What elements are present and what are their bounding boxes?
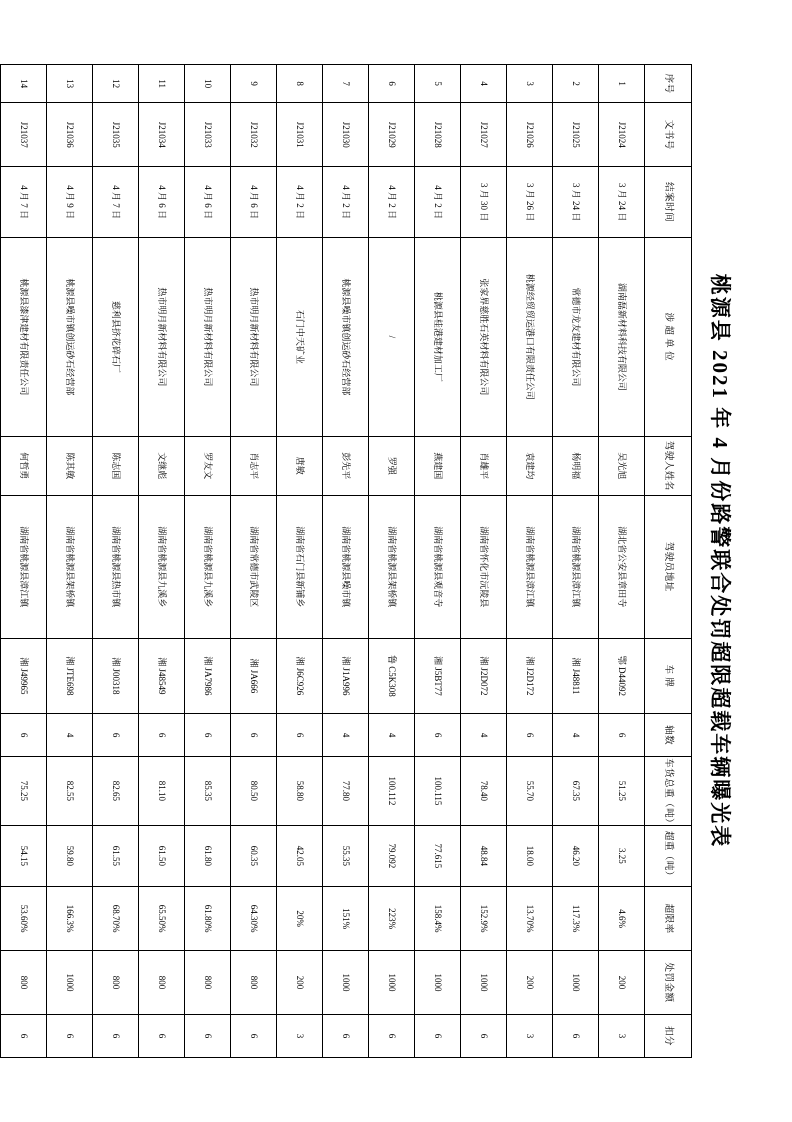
cell-axles: 6 [185,714,231,757]
cell-plate [0,638,1,713]
table-row [139,65,185,1058]
cell-unit: 桃源县噪市镇创运砂石经营部 [323,238,369,437]
table-row [93,65,139,1058]
cell-gross-weight: 85.35 [185,757,231,826]
cell-fine-amount: 1000 [553,951,599,1015]
cell-date: 3 月 24 日 [553,167,599,238]
cell-index: 13 [47,65,93,103]
cell-address: 湖南省桃源县观音寺 [415,495,461,638]
cell-driver: 唐敏 [277,436,323,495]
cell-date [0,167,1,238]
cell-points: 3 [599,1014,645,1057]
column-header-driver: 驾驶人姓名 [645,436,692,495]
cell-axles: 6 [277,714,323,757]
cell-fine-amount: 1000 [323,951,369,1015]
cell-over-limit-rate: 64.30% [231,887,277,951]
column-header-index: 序号 [645,65,692,103]
cell-doc-no: J21032 [231,103,277,167]
table-row [599,65,645,1058]
cell-index: 4 [461,65,507,103]
cell-index: 1 [599,65,645,103]
cell-address: 湖南省桃源县漳江镇 [553,495,599,638]
cell-unit: / [369,238,415,437]
cell-over-limit-rate: 117.3% [553,887,599,951]
cell-plate: 鲁 C5K308 [369,638,415,713]
cell-axles: 6 [231,714,277,757]
cell-over-limit-rate: 20% [277,887,323,951]
cell-points: 3 [507,1014,553,1057]
cell-gross-weight: 100.112 [369,757,415,826]
column-header-points: 扣分 [645,1014,692,1057]
cell-axles [0,714,1,757]
cell-unit: 张家界慈胜石英材料有限公司 [461,238,507,437]
cell-over-limit-rate: 61.80% [185,887,231,951]
cell-fine-amount [0,951,1,1015]
cell-points: 6 [553,1014,599,1057]
cell-date: 4 月 6 日 [185,167,231,238]
cell-doc-no: J21033 [185,103,231,167]
cell-overweight [0,825,1,887]
cell-address: 湖南省桃源县漳江镇 [1,495,47,638]
cell-overweight: 46.20 [553,825,599,887]
cell-doc-no: J21031 [277,103,323,167]
cell-points: 6 [231,1014,277,1057]
cell-date: 4 月 7 日 [93,167,139,238]
cell-index: 10 [185,65,231,103]
cell-plate: 湘 J00318 [93,638,139,713]
cell-unit: 桃源县漆津建材有限责任公司 [1,238,47,437]
cell-unit: 热市明月新材料有限公司 [231,238,277,437]
cell-index: 7 [323,65,369,103]
cell-axles: 4 [47,714,93,757]
cell-axles: 6 [139,714,185,757]
cell-unit: 常德市龙友建材有限公司 [553,238,599,437]
column-header-unit: 涉 超 单 位 [645,238,692,437]
column-header-date: 结案时间 [645,167,692,238]
cell-index: 9 [231,65,277,103]
cell-unit: 湖南磊新材料科技有限公司 [599,238,645,437]
cell-driver: 陈其敏 [47,436,93,495]
cell-points: 6 [369,1014,415,1057]
cell-address [0,495,1,638]
cell-axles: 4 [323,714,369,757]
cell-driver: 燕建国 [415,436,461,495]
cell-address: 湖南省桃源县架桥镇 [47,495,93,638]
cell-index: 11 [139,65,185,103]
cell-plate: 湘 J1A996 [323,638,369,713]
cell-index: 2 [553,65,599,103]
cell-over-limit-rate: 65.50% [139,887,185,951]
cell-date: 4 月 7 日 [1,167,47,238]
cell-unit: 石门中天矿业 [277,238,323,437]
table-row [553,65,599,1058]
cell-gross-weight: 78.40 [461,757,507,826]
cell-gross-weight: 67.35 [553,757,599,826]
cell-index: 6 [369,65,415,103]
cell-address: 湖南省桃源县架桥镇 [369,495,415,638]
cell-points: 6 [1,1014,47,1057]
cell-points: 3 [277,1014,323,1057]
cell-fine-amount: 800 [1,951,47,1015]
column-header-address: 驾驶员地址 [645,495,692,638]
cell-overweight: 60.35 [231,825,277,887]
cell-over-limit-rate: 158.4% [415,887,461,951]
cell-driver: 袁建均 [507,436,553,495]
cell-plate: 湘 J5BT77 [415,638,461,713]
cell-gross-weight: 81.10 [139,757,185,826]
cell-points [0,1014,1,1057]
cell-gross-weight: 55.70 [507,757,553,826]
cell-overweight: 59.80 [47,825,93,887]
cell-overweight: 61.55 [93,825,139,887]
cell-address: 湖南省桃源县漳江镇 [507,495,553,638]
table-body [0,65,645,1058]
cell-driver: 肖志平 [231,436,277,495]
cell-gross-weight: 82.55 [47,757,93,826]
table-row [507,65,553,1058]
cell-date: 4 月 9 日 [47,167,93,238]
cell-driver: 罗友文 [185,436,231,495]
cell-gross-weight: 58.80 [277,757,323,826]
cell-points: 6 [93,1014,139,1057]
cell-over-limit-rate: 151% [323,887,369,951]
cell-plate: 湘 J48811 [553,638,599,713]
cell-doc-no: J21026 [507,103,553,167]
cell-unit [0,238,1,437]
cell-over-limit-rate: 166.3% [47,887,93,951]
cell-driver [0,436,1,495]
cell-date: 4 月 6 日 [139,167,185,238]
cell-axles: 4 [553,714,599,757]
cell-overweight: 61.50 [139,825,185,887]
cell-gross-weight: 80.50 [231,757,277,826]
cell-driver: 彭先平 [323,436,369,495]
cell-unit: 桃源县噪市镇创运砂石经营部 [47,238,93,437]
cell-overweight: 79.092 [369,825,415,887]
cell-axles: 4 [461,714,507,757]
cell-gross-weight: 75.25 [1,757,47,826]
cell-over-limit-rate: 223% [369,887,415,951]
cell-fine-amount: 1000 [47,951,93,1015]
cell-fine-amount: 200 [277,951,323,1015]
cell-driver: 杨明福 [553,436,599,495]
cell-date: 3 月 30 日 [461,167,507,238]
cell-plate: 鄂 D44092 [599,638,645,713]
cell-driver: 何哲勇 [1,436,47,495]
cell-axles: 6 [93,714,139,757]
cell-unit: 桃源经贸贸运港口有限责任公司 [507,238,553,437]
cell-gross-weight: 100.115 [415,757,461,826]
cell-plate: 湘 J2D172 [507,638,553,713]
table-row [1,65,47,1058]
cell-doc-no [0,103,1,167]
cell-date: 4 月 2 日 [369,167,415,238]
cell-gross-weight: 82.65 [93,757,139,826]
cell-date: 4 月 2 日 [323,167,369,238]
cell-doc-no: J21024 [599,103,645,167]
cell-fine-amount: 1000 [461,951,507,1015]
cell-date: 3 月 26 日 [507,167,553,238]
cell-gross-weight: 77.80 [323,757,369,826]
cell-unit: 热市明月新材料有限公司 [185,238,231,437]
cell-plate: 湘 J2D072 [461,638,507,713]
cell-fine-amount: 800 [93,951,139,1015]
cell-plate: 湘 JA666 [231,638,277,713]
cell-address: 湖南省常德市武陵区 [231,495,277,638]
cell-over-limit-rate: 53.60% [1,887,47,951]
cell-gross-weight: 51.25 [599,757,645,826]
cell-doc-no: J21034 [139,103,185,167]
cell-over-limit-rate: 13.70% [507,887,553,951]
cell-index: 5 [415,65,461,103]
cell-driver: 文继彪 [139,436,185,495]
table-row [323,65,369,1058]
cell-axles: 6 [599,714,645,757]
cell-unit: 桃源县桂港建材加工厂 [415,238,461,437]
cell-index: 14 [1,65,47,103]
table-row [185,65,231,1058]
cell-date: 4 月 2 日 [415,167,461,238]
cell-doc-no: J21035 [93,103,139,167]
cell-points: 6 [185,1014,231,1057]
table-row [369,65,415,1058]
cell-fine-amount: 1000 [415,951,461,1015]
cell-axles: 4 [369,714,415,757]
cell-plate: 湘 J48549 [139,638,185,713]
cell-overweight: 55.35 [323,825,369,887]
cell-fine-amount: 200 [507,951,553,1015]
cell-address: 湖南省桃源县噪市镇 [323,495,369,638]
cell-driver: 陈志国 [93,436,139,495]
cell-doc-no: J21037 [1,103,47,167]
cell-fine-amount: 1000 [369,951,415,1015]
table-row [231,65,277,1058]
column-header-doc-no: 文书号 [645,103,692,167]
cell-address: 湖南省桃源县九溪乡 [185,495,231,638]
column-header-plate: 车 牌 [645,638,692,713]
cell-axles: 6 [507,714,553,757]
cell-overweight: 77.615 [415,825,461,887]
cell-doc-no: J21036 [47,103,93,167]
cell-over-limit-rate: 152.9% [461,887,507,951]
cell-points: 6 [461,1014,507,1057]
cell-overweight: 42.05 [277,825,323,887]
cell-unit: 慈利县挤花碎石厂 [93,238,139,437]
page-title: 桃源县 2021 年 4 月份路警联合处罚超限超载车辆曝光表 [708,273,732,849]
cell-unit: 热市明月新材料有限公司 [139,238,185,437]
cell-points: 6 [47,1014,93,1057]
cell-plate: 湘 J6C926 [277,638,323,713]
cell-index [0,65,1,103]
table-row [277,65,323,1058]
cell-plate: 湘 JA7986 [185,638,231,713]
cell-index: 12 [93,65,139,103]
cell-date: 4 月 2 日 [277,167,323,238]
cell-fine-amount: 200 [599,951,645,1015]
cell-overweight: 48.84 [461,825,507,887]
cell-fine-amount: 800 [231,951,277,1015]
cell-driver: 罗强 [369,436,415,495]
table-row [47,65,93,1058]
cell-address: 湖南省桃源县九溪乡 [139,495,185,638]
cell-fine-amount: 800 [185,951,231,1015]
cell-doc-no: J21029 [369,103,415,167]
table-header-row [645,65,692,1058]
cell-address: 湖南省怀化市沅陵县 [461,495,507,638]
cell-doc-no: J21028 [415,103,461,167]
column-header-over-limit-rate: 超限率 [645,887,692,951]
table-row [461,65,507,1058]
cell-date: 4 月 6 日 [231,167,277,238]
table-row [415,65,461,1058]
cell-points: 6 [323,1014,369,1057]
cell-driver: 吴光旭 [599,436,645,495]
column-header-gross-weight: 车货总重（吨） [645,757,692,826]
cell-overweight: 3.25 [599,825,645,887]
table-row [0,65,1,1058]
cell-doc-no: J21030 [323,103,369,167]
cell-doc-no: J21027 [461,103,507,167]
cell-plate: 湘 J49965 [1,638,47,713]
cell-address: 湖南省石门县新铺乡 [277,495,323,638]
cell-doc-no: J21025 [553,103,599,167]
cell-points: 6 [139,1014,185,1057]
overload-vehicle-exposure-table [0,64,692,1058]
cell-address: 湖南省桃源县热市镇 [93,495,139,638]
cell-address: 湖北省公安县章田寺 [599,495,645,638]
cell-over-limit-rate: 4.6% [599,887,645,951]
cell-index: 3 [507,65,553,103]
cell-overweight: 61.80 [185,825,231,887]
cell-fine-amount: 800 [139,951,185,1015]
cell-over-limit-rate [0,887,1,951]
cell-axles: 6 [1,714,47,757]
cell-plate: 湘 JTE698 [47,638,93,713]
cell-date: 3 月 24 日 [599,167,645,238]
cell-gross-weight [0,757,1,826]
cell-axles: 6 [415,714,461,757]
cell-index: 8 [277,65,323,103]
cell-driver: 肖雄平 [461,436,507,495]
column-header-overweight: 超重（吨） [645,825,692,887]
cell-overweight: 18.00 [507,825,553,887]
cell-overweight: 54.15 [1,825,47,887]
cell-over-limit-rate: 68.70% [93,887,139,951]
cell-points: 6 [415,1014,461,1057]
column-header-fine-amount: 处罚金额 [645,951,692,1015]
column-header-axles: 轴数 [645,714,692,757]
